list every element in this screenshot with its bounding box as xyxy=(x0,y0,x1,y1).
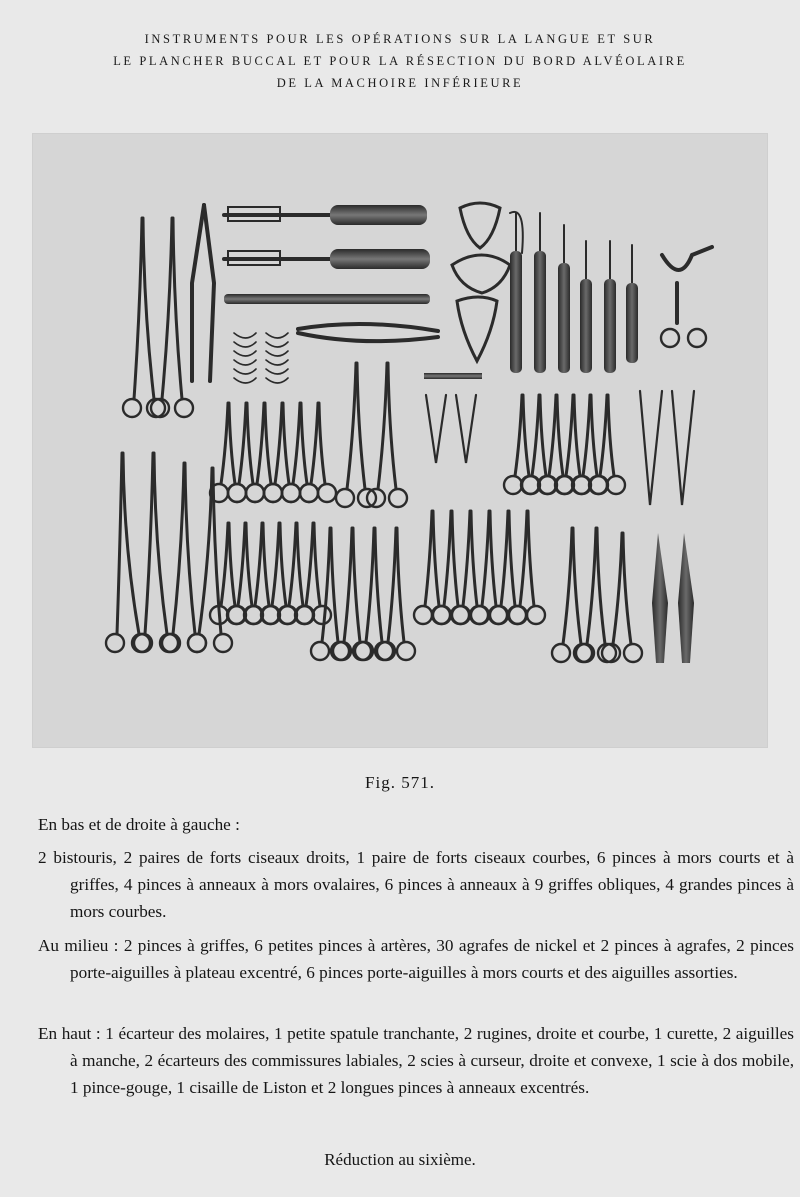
claw-forceps-1-blade-right xyxy=(433,511,439,606)
curved-forceps-1-blade-right xyxy=(123,453,139,634)
artery-forceps-2-blade-right xyxy=(247,403,253,484)
straight-scissors-2-ring-right xyxy=(598,644,616,662)
needle-4 xyxy=(234,360,256,365)
long-forceps-1-blade-left xyxy=(134,218,142,399)
long-forceps-2-blade-left xyxy=(162,218,172,399)
claw-forceps-2-blade-left xyxy=(444,511,451,606)
oval-jaw-forceps-1-ring-left xyxy=(311,642,329,660)
page-title xyxy=(0,28,800,94)
clip-strip xyxy=(424,373,482,379)
lip-retractor-1 xyxy=(460,203,500,248)
needle-holder-2-ring-right xyxy=(389,489,407,507)
claw-forceps-3-blade-right xyxy=(471,511,477,606)
toothed-forceps-1 xyxy=(640,391,662,505)
claw-forceps-6-ring-right xyxy=(527,606,545,624)
claw-forceps-3-blade-left xyxy=(463,511,470,606)
short-jaw-needle-holder-1-blade-left xyxy=(515,395,522,476)
curved-forceps-2-blade-right xyxy=(154,453,167,634)
curved-forceps-1-ring-left xyxy=(106,634,124,652)
claw-forceps-4-ring-left xyxy=(471,606,489,624)
claw-forceps-5-ring-left xyxy=(490,606,508,624)
curved-forceps-3-blade-right xyxy=(185,463,195,634)
short-jaw-needle-holder-5-blade-left xyxy=(583,395,590,476)
curved-scissors-ring-right xyxy=(624,644,642,662)
short-jaw-needle-holder-1-ring-left xyxy=(504,476,522,494)
molar-retractor-ring-left xyxy=(661,329,679,347)
instrument-illustration xyxy=(32,133,768,748)
paragraph-bottom: 2 bistouris, 2 paires de forts ciseaux droits, 1 paire de forts ciseaux courbes, 6 pinces à mors courts et à griffes, 4 pinces à anneaux à mors ovalaires, 6 pinces à anneaux à 9 griffes obliques, 4 grandes pinces à mors courbes. xyxy=(38,848,794,921)
spatula-handle xyxy=(626,283,638,363)
title-line-2: LE PLANCHER BUCCAL ET POUR LA RÉSECTION DU BORD ALVÉOLAIRE xyxy=(113,54,687,68)
needle-3 xyxy=(234,351,256,356)
molar-retractor xyxy=(662,247,712,323)
title-line-3: DE LA MACHOIRE INFÉRIEURE xyxy=(276,76,524,90)
oblique-claw-forceps-3-blade-left xyxy=(255,523,262,606)
short-jaw-needle-holder-6-ring-right xyxy=(607,476,625,494)
artery-forceps-1-blade-right xyxy=(229,403,235,484)
artery-forceps-5-blade-left xyxy=(293,403,300,484)
artery-forceps-3-blade-right xyxy=(265,403,271,484)
back-saw xyxy=(224,294,430,304)
claw-forceps-4-blade-left xyxy=(482,511,489,606)
curved-scissors-blade-right xyxy=(623,533,631,644)
needle-10 xyxy=(266,360,288,365)
oval-jaw-forceps-4-ring-right xyxy=(397,642,415,660)
artery-forceps-5-blade-right xyxy=(301,403,307,484)
oblique-claw-forceps-2-ring-left xyxy=(227,606,245,624)
needle-9 xyxy=(266,351,288,356)
needle-handle-1-handle xyxy=(580,279,592,373)
artery-forceps-1-blade-left xyxy=(221,403,228,484)
toothed-forceps-2 xyxy=(672,391,694,505)
oblique-claw-forceps-5-blade-right xyxy=(297,523,303,606)
oblique-claw-forceps-2-blade-left xyxy=(238,523,245,606)
title-line-1: INSTRUMENTS POUR LES OPÉRATIONS SUR LA LANGUE ET SUR xyxy=(144,32,656,46)
oblique-claw-forceps-6-ring-right xyxy=(313,606,331,624)
artery-forceps-4-ring-left xyxy=(264,484,282,502)
oval-jaw-forceps-1-blade-left xyxy=(322,528,330,642)
artery-forceps-6-blade-left xyxy=(311,403,318,484)
oval-jaw-forceps-3-blade-right xyxy=(375,528,382,642)
curved-forceps-4-ring-right xyxy=(214,634,232,652)
needle-5 xyxy=(234,369,256,374)
artery-forceps-3-blade-left xyxy=(257,403,264,484)
curved-forceps-1-blade-left xyxy=(117,453,122,634)
claw-forceps-2-ring-left xyxy=(433,606,451,624)
gouge-forceps-arm-left xyxy=(192,205,204,381)
saw-2-handle xyxy=(330,249,430,269)
needle-6 xyxy=(234,378,256,383)
oblique-claw-forceps-5-blade-left xyxy=(289,523,296,606)
needle-2 xyxy=(234,342,256,347)
short-jaw-needle-holder-5-blade-right xyxy=(591,395,597,476)
figure-caption: Fig. 571. xyxy=(365,773,435,792)
curette-handle xyxy=(558,263,570,373)
curved-forceps-2-blade-left xyxy=(145,453,153,634)
oval-jaw-forceps-4-blade-right xyxy=(397,528,404,642)
lip-retractor-2 xyxy=(457,297,497,361)
oval-jaw-forceps-2-blade-left xyxy=(344,528,352,642)
curved-forceps-4-blade-left xyxy=(199,468,212,634)
needle-holder-2-blade-right xyxy=(388,363,396,489)
artery-forceps-6-ring-left xyxy=(300,484,318,502)
oblique-claw-forceps-4-blade-right xyxy=(280,523,286,606)
curved-scissors-blade-left xyxy=(613,533,622,644)
artery-forceps-5-ring-left xyxy=(282,484,300,502)
claw-forceps-4-blade-right xyxy=(490,511,496,606)
needle-handle-2-handle xyxy=(604,279,616,373)
oblique-claw-forceps-1-blade-right xyxy=(229,523,235,606)
artery-forceps-4-blade-right xyxy=(283,403,289,484)
straight-scissors-2-blade-right xyxy=(597,528,605,644)
short-jaw-needle-holder-3-blade-left xyxy=(549,395,556,476)
curved-forceps-4-blade-right xyxy=(213,468,221,634)
curved-forceps-4-ring-left xyxy=(188,634,206,652)
saw-1-handle xyxy=(330,205,427,225)
needle-holder-2-blade-left xyxy=(378,363,387,489)
liston-shears xyxy=(298,324,438,341)
instrument-photograph xyxy=(32,133,768,748)
long-forceps-2-ring-right xyxy=(175,399,193,417)
oval-jaw-forceps-1-blade-right xyxy=(331,528,338,642)
lip-retractor-body xyxy=(452,255,510,293)
long-forceps-1-ring-right xyxy=(147,399,165,417)
claw-forceps-5-blade-left xyxy=(501,511,508,606)
short-jaw-needle-holder-1-blade-right xyxy=(523,395,529,476)
scalpel-2 xyxy=(678,533,694,663)
gouge-forceps-arm-right xyxy=(204,205,214,381)
short-jaw-needle-holder-6-blade-left xyxy=(600,395,607,476)
straight-scissors-1-ring-left xyxy=(552,644,570,662)
oval-jaw-forceps-2-blade-right xyxy=(353,528,360,642)
artery-forceps-2-blade-left xyxy=(239,403,246,484)
straight-scissors-1-blade-right xyxy=(573,528,581,644)
claw-forceps-1-blade-left xyxy=(425,511,432,606)
needle-1 xyxy=(234,333,256,338)
artery-forceps-4-blade-left xyxy=(275,403,282,484)
straight-scissors-1-blade-left xyxy=(563,528,572,644)
curved-scissors-ring-left xyxy=(602,644,620,662)
short-jaw-needle-holder-3-blade-right xyxy=(557,395,563,476)
claw-forceps-6-ring-left xyxy=(509,606,527,624)
long-forceps-1-blade-right xyxy=(143,218,154,399)
rugine-straight-handle xyxy=(534,251,546,373)
claw-forceps-3-ring-left xyxy=(452,606,470,624)
curved-forceps-3-blade-left xyxy=(173,463,184,634)
needle-7 xyxy=(266,333,288,338)
needle-12 xyxy=(266,378,288,383)
oblique-claw-forceps-6-blade-right xyxy=(314,523,320,606)
claw-forceps-2-blade-right xyxy=(452,511,458,606)
short-jaw-needle-holder-4-blade-right xyxy=(574,395,580,476)
short-jaw-needle-holder-2-blade-left xyxy=(532,395,539,476)
oblique-claw-forceps-3-blade-right xyxy=(263,523,269,606)
intro-line: En bas et de droite à gauche : xyxy=(38,815,240,834)
oblique-claw-forceps-1-blade-left xyxy=(221,523,228,606)
claw-forceps-5-blade-right xyxy=(509,511,515,606)
needle-11 xyxy=(266,369,288,374)
molar-retractor-ring-right xyxy=(688,329,706,347)
needle-holder-1-blade-right xyxy=(357,363,365,489)
artery-forceps-2-ring-left xyxy=(228,484,246,502)
claw-forceps-1-ring-left xyxy=(414,606,432,624)
needle-holder-1-ring-left xyxy=(336,489,354,507)
oblique-claw-forceps-2-blade-right xyxy=(246,523,252,606)
long-forceps-2-ring-left xyxy=(151,399,169,417)
short-jaw-needle-holder-6-blade-right xyxy=(608,395,614,476)
clip-forceps-2 xyxy=(456,395,476,463)
artery-forceps-6-ring-right xyxy=(318,484,336,502)
needle-8 xyxy=(266,342,288,347)
oval-jaw-forceps-4-blade-left xyxy=(388,528,396,642)
paragraph-middle: Au milieu : 2 pinces à griffes, 6 petites pinces à artères, 30 agrafes de nickel et 2 pinces à agrafes, 2 pinces porte-aiguilles à plateau excentré, 6 pinces porte-aiguilles à mors courts et des aiguilles assorties. xyxy=(38,936,794,982)
rugine-curved-handle xyxy=(510,251,522,373)
oblique-claw-forceps-4-blade-left xyxy=(272,523,279,606)
long-forceps-2-blade-right xyxy=(173,218,182,399)
claw-forceps-6-blade-left xyxy=(520,511,527,606)
short-jaw-needle-holder-2-blade-right xyxy=(540,395,546,476)
artery-forceps-3-ring-left xyxy=(246,484,264,502)
scalpel-1 xyxy=(652,533,668,663)
artery-forceps-6-blade-right xyxy=(319,403,325,484)
straight-scissors-2-blade-left xyxy=(587,528,596,644)
long-forceps-1-ring-left xyxy=(123,399,141,417)
oblique-claw-forceps-6-blade-left xyxy=(306,523,313,606)
clip-forceps-1 xyxy=(426,395,446,463)
claw-forceps-6-blade-right xyxy=(528,511,534,606)
short-jaw-needle-holder-4-blade-left xyxy=(566,395,573,476)
reduction-note: Réduction au sixième. xyxy=(324,1150,476,1169)
needle-holder-1-blade-left xyxy=(347,363,356,489)
paragraph-top: En haut : 1 écarteur des molaires, 1 petite spatule tranchante, 2 rugines, droite et courbe, 1 curette, 2 aiguilles à manche, 2 écarteurs des commissures labiales, 2 scies à curseur, droite et convexe, 1 scie à dos mobile, 1 pince-gouge, 1 cisaille de Liston et 2 longues pinces à anneaux excentrés. xyxy=(38,1024,794,1097)
oval-jaw-forceps-3-blade-left xyxy=(366,528,374,642)
short-jaw-needle-holder-2-ring-left xyxy=(521,476,539,494)
